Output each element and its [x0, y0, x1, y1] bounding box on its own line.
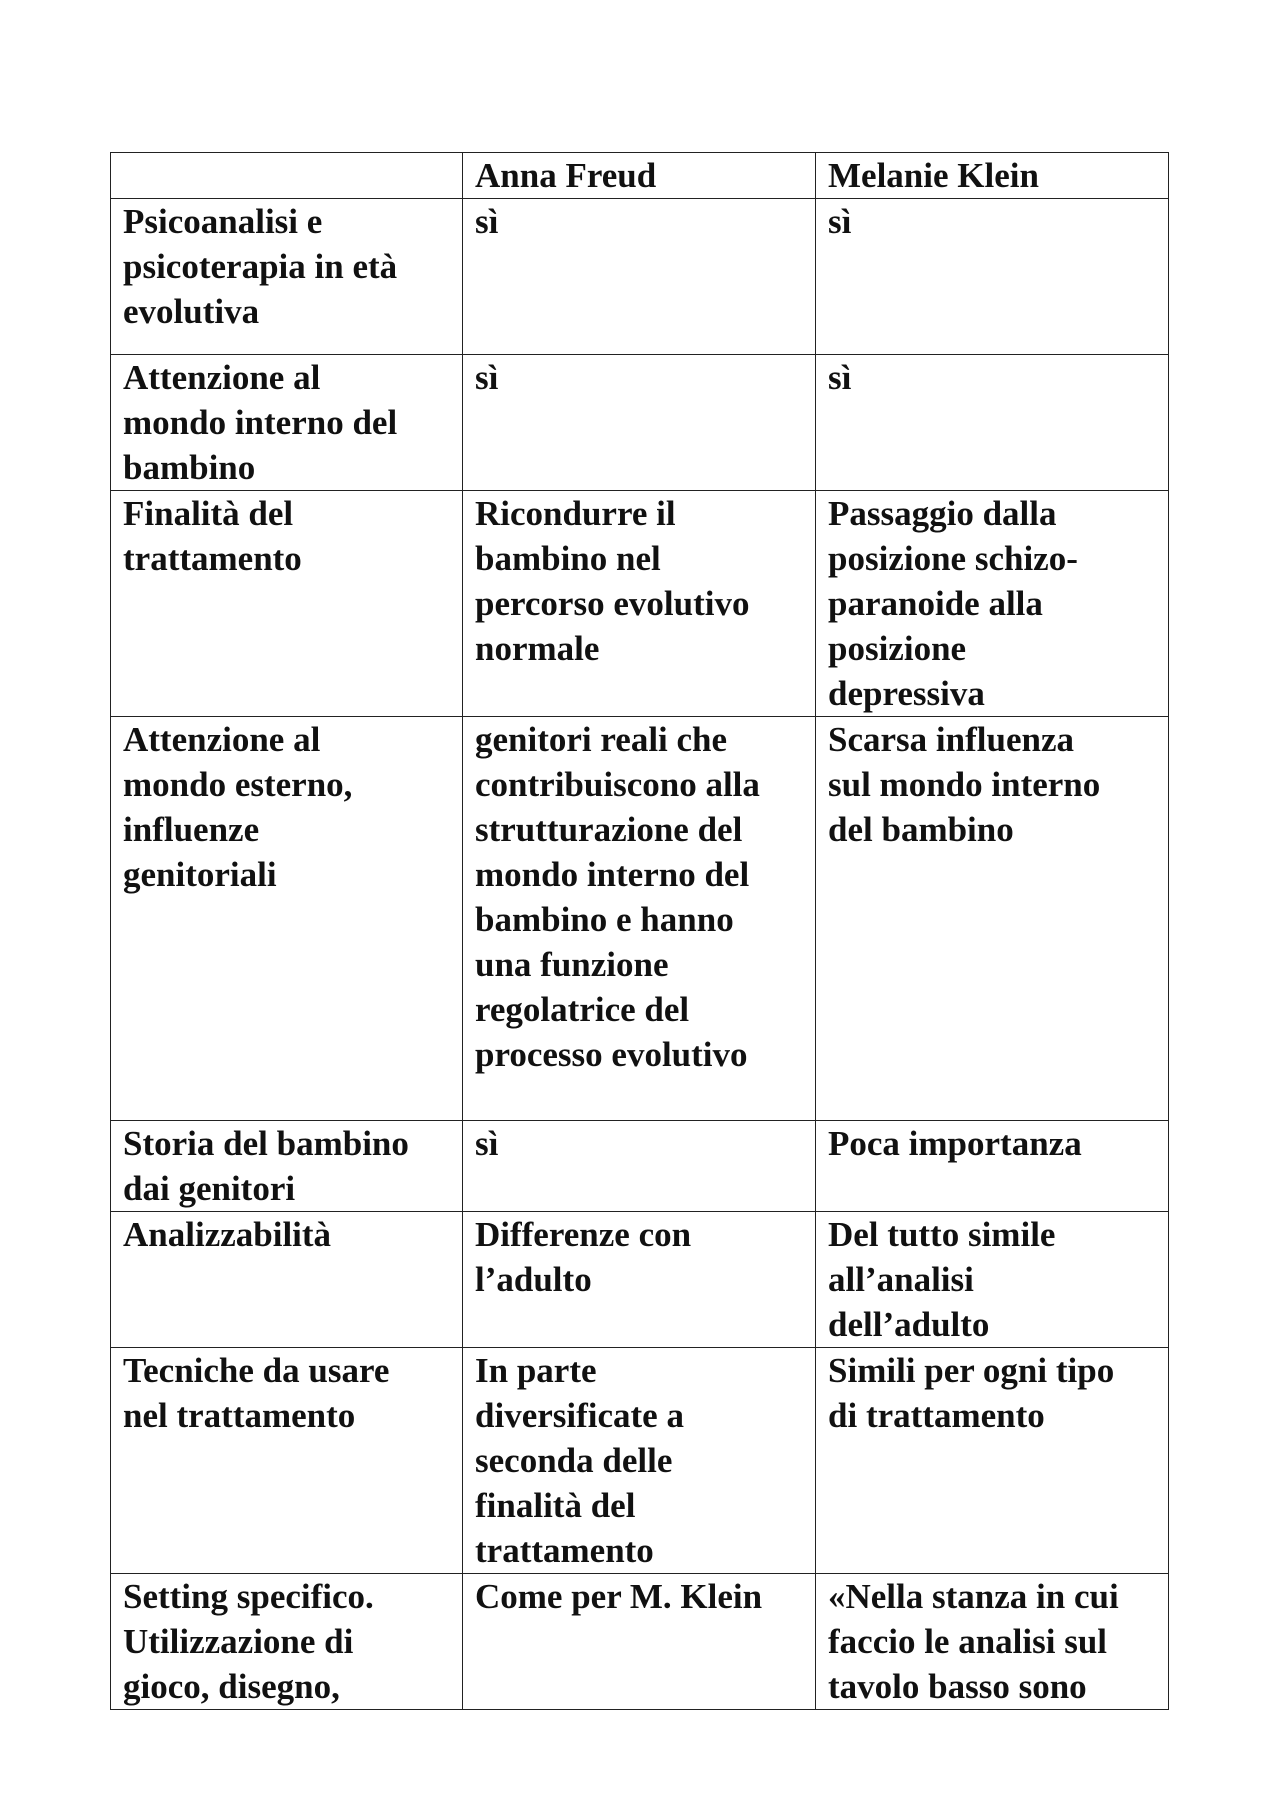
freud-cell — [463, 355, 816, 491]
header-label: Melanie Klein — [828, 156, 1039, 195]
header-cell-empty — [111, 153, 463, 199]
table-row — [111, 1212, 1169, 1348]
row-label-cell — [111, 1574, 463, 1710]
freud-value: In parte diversificate a seconda delle finalità del trattamento — [475, 1351, 684, 1570]
klein-value: «Nella stanza in cui faccio le analisi sul tavolo basso sono — [828, 1577, 1119, 1706]
row-label: Tecniche da usare nel trattamento — [123, 1351, 390, 1435]
klein-value: sì — [828, 202, 852, 241]
freud-cell — [463, 717, 816, 1121]
row-label-cell — [111, 717, 463, 1121]
freud-cell — [463, 1212, 816, 1348]
klein-value: Simili per ogni tipo di trattamento — [828, 1351, 1115, 1435]
klein-cell — [816, 1574, 1169, 1710]
row-label: Finalità del trattamento — [123, 494, 302, 578]
klein-cell — [816, 1212, 1169, 1348]
klein-cell — [816, 355, 1169, 491]
freud-cell — [463, 1121, 816, 1212]
table-row — [111, 1121, 1169, 1212]
row-label: Attenzione al mondo interno del bambino — [123, 358, 398, 487]
header-cell-melanie-klein — [816, 153, 1169, 199]
row-label-cell — [111, 355, 463, 491]
row-label: Psicoanalisi e psicoterapia in età evolutiva — [123, 202, 398, 331]
freud-value: sì — [475, 202, 499, 241]
row-label: Setting specifico. Utilizzazione di gioco, disegno, — [123, 1577, 374, 1706]
table-row — [111, 355, 1169, 491]
table-row — [111, 199, 1169, 355]
klein-cell — [816, 1121, 1169, 1212]
table-row — [111, 717, 1169, 1121]
freud-cell — [463, 199, 816, 355]
row-label-cell — [111, 199, 463, 355]
row-label: Storia del bambino dai genitori — [123, 1124, 409, 1208]
freud-value: sì — [475, 1124, 499, 1163]
freud-value: sì — [475, 358, 499, 397]
klein-value: Poca importanza — [828, 1124, 1082, 1163]
row-label-cell — [111, 491, 463, 717]
klein-value: Scarsa influenza sul mondo interno del bambino — [828, 720, 1101, 849]
table-row — [111, 1348, 1169, 1574]
comparison-table — [110, 152, 1169, 1710]
header-label: Anna Freud — [475, 156, 657, 195]
row-label: Analizzabilità — [123, 1215, 332, 1254]
freud-cell — [463, 1574, 816, 1710]
row-label-cell — [111, 1121, 463, 1212]
table-row — [111, 491, 1169, 717]
row-label: Attenzione al mondo esterno, influenze genitoriali — [123, 720, 353, 894]
klein-value: Del tutto simile all’analisi dell’adulto — [828, 1215, 1056, 1344]
table-header-row — [111, 153, 1169, 199]
klein-value: Passaggio dalla posizione schizo- paranoide alla posizione depressiva — [828, 494, 1078, 713]
klein-cell — [816, 1348, 1169, 1574]
table-row — [111, 1574, 1169, 1710]
freud-value: genitori reali che contribuiscono alla strutturazione del mondo interno del bambino e hanno una funzione regolatrice del processo evolutivo — [475, 720, 760, 1074]
freud-cell — [463, 1348, 816, 1574]
klein-cell — [816, 491, 1169, 717]
klein-cell — [816, 199, 1169, 355]
klein-value: sì — [828, 358, 852, 397]
freud-value: Ricondurre il bambino nel percorso evolutivo normale — [475, 494, 750, 668]
freud-value: Differenze con l’adulto — [475, 1215, 692, 1299]
freud-cell — [463, 491, 816, 717]
freud-value: Come per M. Klein — [475, 1577, 763, 1616]
row-label-cell — [111, 1348, 463, 1574]
header-cell-anna-freud — [463, 153, 816, 199]
row-label-cell — [111, 1212, 463, 1348]
klein-cell — [816, 717, 1169, 1121]
